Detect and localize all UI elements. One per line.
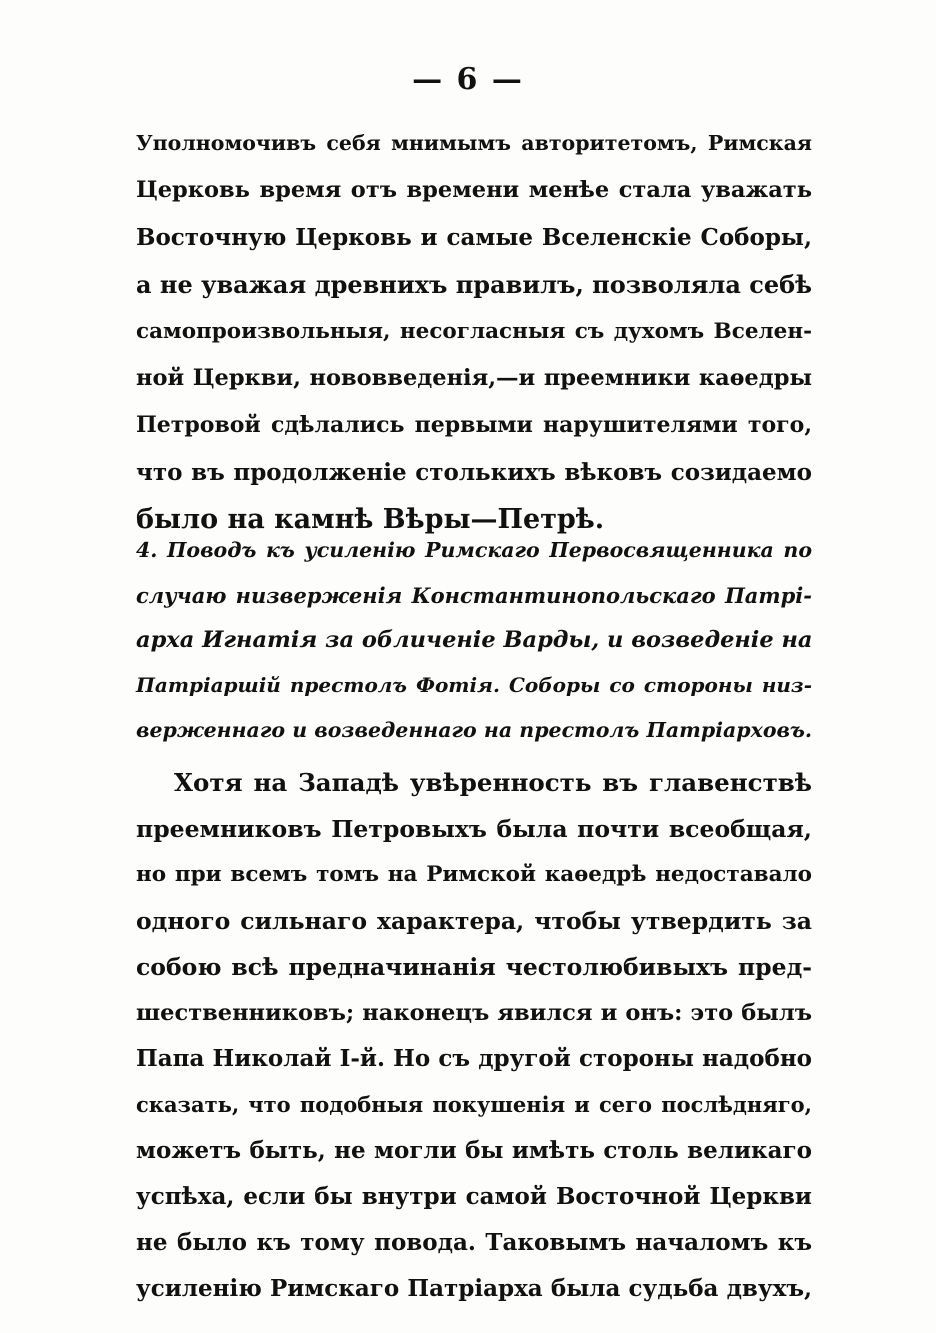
- text-line: шественниковъ; наконецъ явился и онъ: это былъ: [136, 1000, 812, 1026]
- page-number: — 6 —: [412, 62, 524, 97]
- paragraph-1: [136, 120, 812, 543]
- text-line: Церковь время отъ времени менѣе стала уважать: [136, 177, 812, 203]
- heading-line: Патріаршій престолъ Фотія. Соборы со стороны низ-: [136, 673, 812, 697]
- text-line: собою всѣ предначинанія честолюбивыхъ пред-: [136, 953, 812, 981]
- text-line: но при всемъ томъ на Римской каѳедрѣ недоставало: [136, 862, 812, 887]
- text-line: а не уважая древнихъ правилъ, позволяла себѣ: [136, 270, 812, 299]
- text-line: ной Церкви, нововведенія,—и преемники каѳедры: [136, 365, 812, 391]
- heading-line: случаю низверженія Константинопольскаго Патрі-: [136, 583, 812, 608]
- text-line: успѣха, если бы внутри самой Восточной Церкви: [136, 1183, 812, 1210]
- text-line: не было къ тому повода. Таковымъ началомъ къ: [136, 1229, 812, 1256]
- heading-line: арха Игнатія за обличеніе Варды, и возведеніе на: [136, 627, 813, 653]
- text-line: можетъ быть, не могли бы имѣть столь великаго: [136, 1137, 812, 1164]
- text-line: Восточную Церковь и самые Вселенскіе Соборы,: [136, 224, 812, 251]
- text-line: сказать, что подобныя покушенія и сего послѣдняго,: [136, 1092, 812, 1117]
- text-line: Петровой сдѣлались первыми нарушителями того,: [136, 412, 812, 438]
- text-line: Папа Николай I-й. Но съ другой стороны надобно: [136, 1045, 812, 1072]
- heading-line: верженнаго и возведеннаго на престолъ Патріарховъ.: [136, 718, 812, 742]
- text-line: Уполномочивъ себя мнимымъ авторитетомъ, Римская: [136, 131, 812, 155]
- text-line: что въ продолженіе столькихъ вѣковъ созидаемо: [136, 459, 812, 486]
- heading-line: 4. Поводъ къ усиленію Римскаго Первосвященника по: [136, 538, 812, 562]
- text-line: преемниковъ Петровыхъ была почти всеобщая,: [136, 815, 812, 843]
- text-line: одного сильнаго характера, чтобы утвердить за: [136, 907, 812, 935]
- paragraph-2: [136, 760, 812, 1312]
- text-line: самопроизвольныя, несогласныя съ духомъ Вселен-: [136, 319, 812, 344]
- text-line: усиленію Римскаго Патріарха была судьба двухъ,: [136, 1275, 812, 1302]
- text-line: Хотя на Западѣ увѣренность въ главенствѣ: [174, 768, 812, 797]
- section-heading: [136, 528, 812, 753]
- text-line: было на камнѣ Вѣры—Петрѣ.: [136, 504, 605, 535]
